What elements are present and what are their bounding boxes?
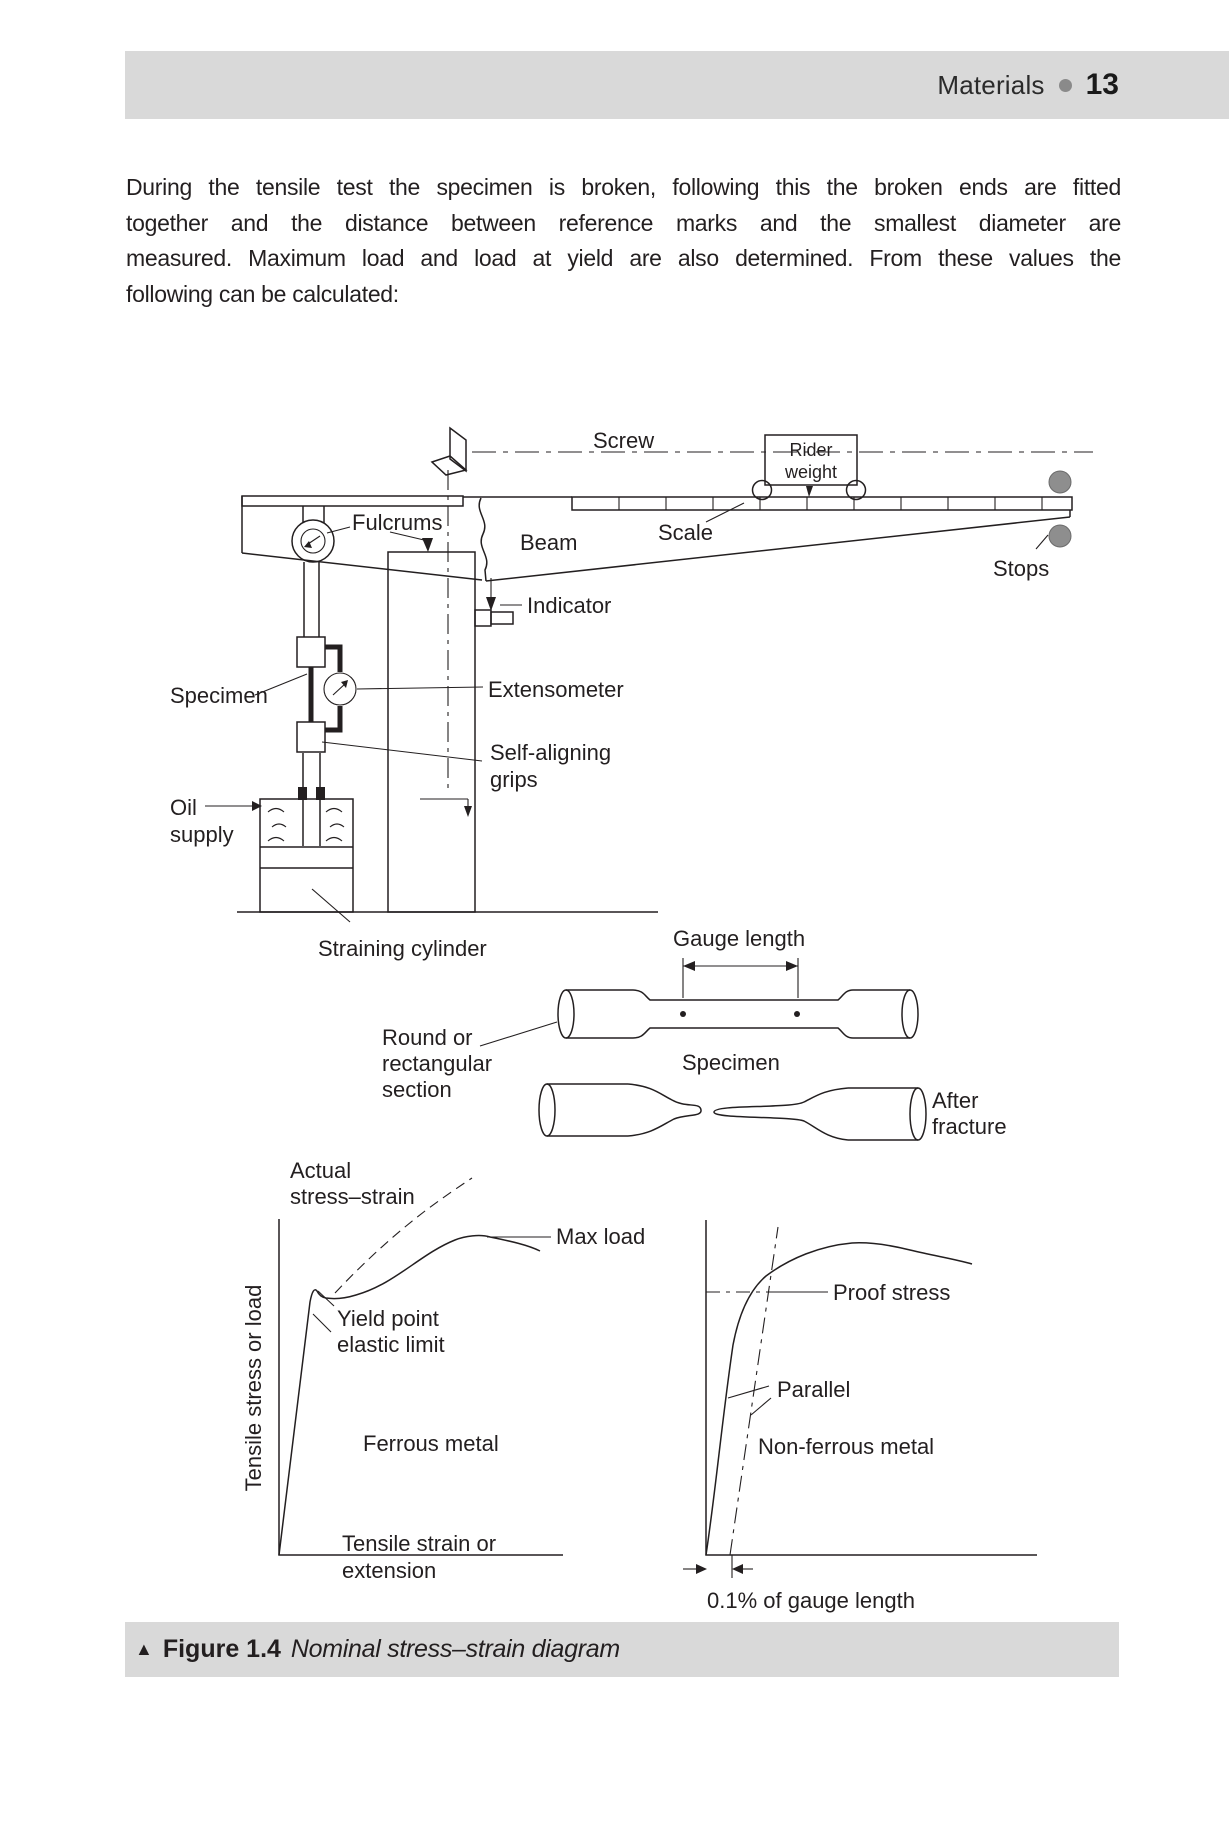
knife-edge-marker [422, 538, 433, 552]
label-non-ferrous-metal: Non-ferrous metal [758, 1434, 935, 1459]
machine-column [388, 552, 475, 912]
oil-marks [268, 809, 344, 842]
label-gauge-length: Gauge length [673, 926, 806, 951]
label-screw: Screw [593, 428, 655, 453]
caption-title: Nominal stress–strain diagram [290, 1635, 620, 1663]
offset-dimension [683, 1555, 753, 1578]
label-after-2: fracture [932, 1114, 1007, 1139]
figure-caption [125, 1622, 1119, 1677]
label-actual-1: Actual [290, 1158, 352, 1183]
page-number: 13 [1085, 68, 1119, 101]
extensometer-assembly [324, 647, 483, 730]
intro-line-3: measured. Maximum load and load at yield are also determined. From these values the [126, 245, 1121, 271]
label-oil-1: Oil [170, 795, 197, 820]
intro-line-1: During the tensile test the specimen is broken, following this the broken ends are fitted [126, 174, 1121, 200]
label-fulcrums: Fulcrums [352, 510, 443, 535]
label-rider-weight-1: Rider [789, 440, 833, 460]
label-beam: Beam [520, 530, 578, 555]
label-indicator: Indicator [527, 593, 612, 618]
intro-line-2: together and the distance between reference marks and the smallest diameter are [126, 209, 1121, 236]
ferrous-curve [279, 1236, 540, 1555]
ferrous-axes [279, 1219, 563, 1555]
label-section-3: section [382, 1077, 452, 1102]
upper-grip [297, 637, 325, 667]
label-grips-1: Self-aligning [490, 740, 612, 765]
beam-break-line [479, 498, 487, 581]
label-offset: 0.1% of gauge length [707, 1588, 915, 1613]
label-yield-1: Yield point [337, 1306, 439, 1331]
tensile-machine-drawing [170, 428, 1093, 961]
label-section-2: rectangular [382, 1051, 493, 1076]
lower-stop [1049, 525, 1071, 547]
label-x-axis-1: Tensile strain or [342, 1531, 497, 1556]
straining-cylinder [260, 753, 353, 912]
intact-specimen [558, 990, 918, 1038]
label-straining-cylinder: Straining cylinder [318, 936, 487, 961]
non-ferrous-axes [706, 1220, 1037, 1555]
label-grips-2: grips [490, 767, 538, 792]
label-max-load: Max load [556, 1224, 646, 1249]
intro-line-4: following can be calculated: [126, 280, 399, 307]
label-rider-weight-2: weight [784, 462, 838, 482]
upper-stop [1049, 471, 1071, 493]
label-extensometer: Extensometer [488, 677, 624, 702]
label-stops: Stops [993, 556, 1050, 581]
gauge-mark-left [680, 1011, 686, 1017]
lower-grip [297, 722, 325, 752]
label-yield-2: elastic limit [337, 1332, 445, 1357]
label-actual-2: stress–strain [290, 1184, 415, 1209]
label-section-1: Round or [382, 1025, 473, 1050]
label-proof-stress: Proof stress [833, 1280, 951, 1305]
fractured-specimen [539, 1084, 926, 1140]
parallel-offset-line [730, 1227, 778, 1555]
non-ferrous-graph [683, 1220, 1037, 1613]
label-oil-2: supply [170, 822, 234, 847]
label-x-axis-2: extension [342, 1558, 437, 1583]
section-title: Materials [937, 69, 1045, 100]
label-specimen-figure: Specimen [682, 1050, 780, 1075]
machine-scale-bar [572, 497, 1072, 510]
caption-label: Figure 1.4 [162, 1635, 281, 1663]
label-parallel: Parallel [777, 1377, 851, 1402]
caption-triangle-icon: ▲ [135, 1639, 153, 1659]
gauge-mark-right [794, 1011, 800, 1017]
label-y-axis: Tensile stress or load [241, 1284, 266, 1492]
screw-handle [432, 428, 466, 475]
ferrous-graph [241, 1158, 645, 1583]
gauge-length-dimension [683, 958, 798, 998]
label-ferrous-metal: Ferrous metal [363, 1431, 499, 1456]
machine-top-bar [242, 496, 463, 506]
indicator-assembly [475, 578, 522, 626]
label-specimen: Specimen [170, 683, 268, 708]
label-after-1: After [932, 1088, 979, 1113]
label-scale: Scale [658, 520, 714, 545]
fulcrum-pivot [292, 506, 334, 562]
